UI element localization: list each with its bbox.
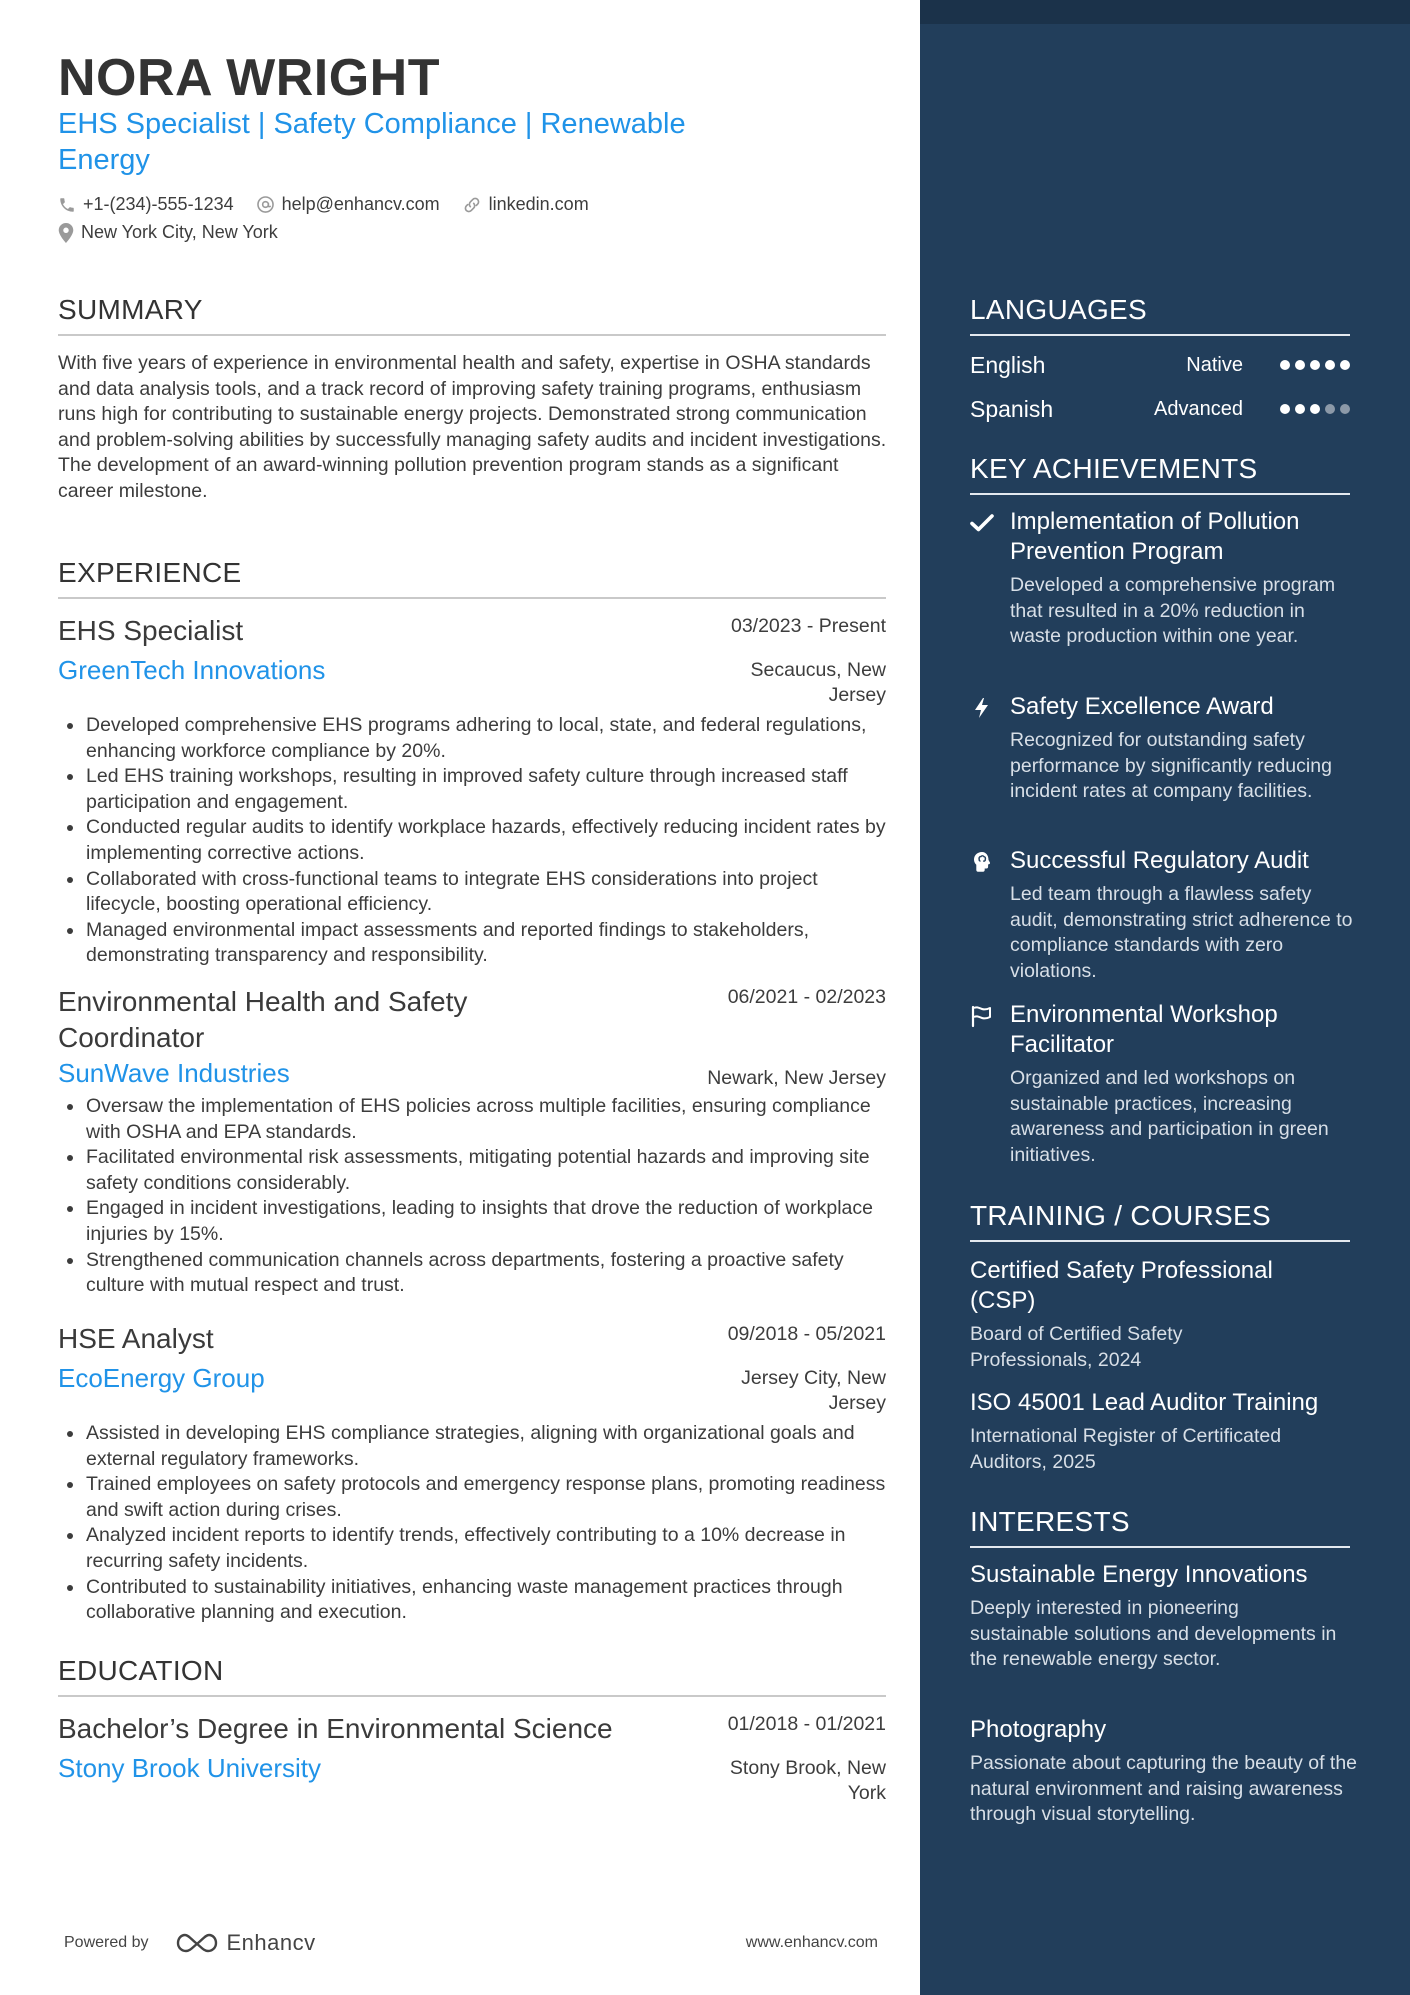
proficiency-dots — [1275, 404, 1350, 414]
achievement-desc: Organized and led workshops on sustainable practices, increasing awareness and participation in green initiatives. — [1010, 1067, 1329, 1166]
dot-filled — [1295, 360, 1305, 370]
training-desc: Board of Certified Safety Professionals, 2024 — [970, 1323, 1183, 1371]
contact-linkedin[interactable] — [462, 194, 589, 215]
contact-location — [58, 222, 278, 243]
education-dates: 01/2018 - 01/2021 — [727, 1713, 886, 1735]
link-icon — [462, 195, 482, 215]
job-dates: 06/2021 - 02/2023 — [727, 986, 886, 1008]
job-company: SunWave Industries — [58, 1058, 290, 1088]
proficiency-dots — [1275, 360, 1350, 370]
bullet-item: Analyzed incident reports to identify trends, effectively contributing to a 10% decrease in recurring safety incidents. — [58, 1523, 886, 1574]
achievement-desc: Developed a comprehensive program that resulted in a 20% reduction in waste production within one year. — [1010, 574, 1336, 648]
language-row — [970, 394, 1350, 424]
dot-empty — [1325, 404, 1335, 414]
sidebar — [920, 0, 1410, 1995]
degree-title: Bachelor’s Degree in Environmental Science — [58, 1713, 613, 1744]
job-entry — [58, 613, 886, 969]
training-title: Certified Safety Professional (CSP) — [970, 1257, 1273, 1314]
bullet-item: Engaged in incident investigations, leading to insights that drove the reduction of workplace injuries by 15%. — [58, 1196, 886, 1247]
achievement-title: Successful Regulatory Audit — [1010, 847, 1309, 874]
job-title: Environmental Health and Safety Coordinator — [58, 986, 468, 1053]
achievement-title: Environmental Workshop Facilitator — [1010, 1001, 1278, 1058]
sidebar-top-bar — [920, 0, 1410, 24]
job-title: EHS Specialist — [58, 615, 244, 646]
training-item — [970, 1388, 1360, 1475]
enhancv-logo-icon — [175, 1931, 221, 1955]
education-heading: EDUCATION — [58, 1655, 886, 1697]
job-location: Jersey City, New Jersey — [741, 1367, 886, 1414]
language-name: English — [970, 351, 1046, 378]
bullet-item: Oversaw the implementation of EHS policies across multiple facilities, ensuring compliance with OSHA and EPA standards. — [58, 1094, 886, 1145]
achievement-item — [970, 1000, 1360, 1168]
achievement-desc: Led team through a flawless safety audit, demonstrating strict adherence to compliance standards with zero violations. — [1010, 883, 1353, 982]
bullet-item: Trained employees on safety protocols and emergency response plans, promoting readiness and swift action during crises. — [58, 1472, 886, 1523]
bullet-item: Managed environmental impact assessments and reported findings to stakeholders, demonstrating transparency and responsibility. — [58, 918, 886, 969]
interest-desc: Deeply interested in pioneering sustainable solutions and developments in the renewable energy sector. — [970, 1597, 1337, 1671]
contact-row-2 — [58, 222, 300, 243]
summary-text: With five years of experience in environmental health and safety, expertise in OSHA standards and data analysis tools, and a track record of improving safety training programs, enthusiasm runs high for contributing to sustainable energy projects. Demonstrated strong communication and problem-solving abilities by successfully managing safety audits and incident investigations. The development of an award-winning pollution prevention program stands as a significant career milestone. — [58, 352, 887, 502]
interest-item — [970, 1715, 1360, 1828]
achievement-title: Implementation of Pollution Prevention Program — [1010, 508, 1300, 565]
dot-filled — [1280, 404, 1290, 414]
bullet-item: Contributed to sustainability initiatives, enhancing waste management practices through collaborative planning and execution. — [58, 1575, 886, 1626]
job-location: Newark, New Jersey — [707, 1067, 886, 1089]
interest-title: Sustainable Energy Innovations — [970, 1561, 1308, 1588]
website-link[interactable]: www.enhancv.com — [745, 1934, 878, 1951]
email-text: help@enhancv.com — [281, 194, 440, 214]
brain-icon — [970, 850, 994, 874]
linkedin-text: linkedin.com — [488, 194, 589, 214]
powered-by — [64, 1930, 316, 1956]
interests-heading: INTERESTS — [970, 1506, 1350, 1548]
language-level: Native — [1186, 353, 1243, 376]
lightning-icon — [970, 696, 994, 720]
achievement-desc: Recognized for outstanding safety performance by significantly reducing incident rates at company facilities. — [1010, 729, 1332, 803]
job-entry — [58, 1321, 886, 1626]
education-entry — [58, 1711, 886, 1804]
job-bullets — [58, 1094, 886, 1299]
bullet-item: Led EHS training workshops, resulting in improved safety culture through increased staff participation and engagement. — [58, 764, 886, 815]
languages-heading: LANGUAGES — [970, 294, 1350, 336]
dot-filled — [1310, 404, 1320, 414]
interest-desc: Passionate about capturing the beauty of the natural environment and raising awareness through visual storytelling. — [970, 1752, 1358, 1826]
brand-name: Enhancv — [226, 1930, 316, 1955]
interest-title: Photography — [970, 1716, 1107, 1743]
contact-phone — [58, 194, 234, 215]
job-dates: 03/2023 - Present — [730, 615, 886, 637]
job-company: GreenTech Innovations — [58, 655, 326, 685]
bullet-item: Developed comprehensive EHS programs adhering to local, state, and federal regulations, enhancing workforce compliance by 20%. — [58, 713, 886, 764]
summary-heading: SUMMARY — [58, 294, 886, 336]
interest-item — [970, 1560, 1360, 1673]
training-desc: International Register of Certificated Auditors, 2025 — [970, 1425, 1282, 1473]
bullet-item: Conducted regular audits to identify workplace hazards, effectively reducing incident rates by implementing corrective actions. — [58, 815, 886, 866]
job-dates: 09/2018 - 05/2021 — [727, 1323, 886, 1345]
enhancv-logo[interactable] — [175, 1930, 316, 1956]
job-company: EcoEnergy Group — [58, 1363, 265, 1393]
check-icon — [970, 511, 994, 535]
dot-filled — [1325, 360, 1335, 370]
dot-empty — [1340, 404, 1350, 414]
bullet-item: Facilitated environmental risk assessments, mitigating potential hazards and improving site safety conditions considerably. — [58, 1145, 886, 1196]
language-name: Spanish — [970, 395, 1054, 422]
bullet-item: Strengthened communication channels across departments, fostering a proactive safety culture with mutual respect and trust. — [58, 1248, 886, 1299]
training-heading: TRAINING / COURSES — [970, 1200, 1350, 1242]
job-location: Secaucus, New Jersey — [750, 659, 886, 706]
footer — [64, 1928, 878, 1958]
language-row — [970, 350, 1350, 380]
job-bullets — [58, 1421, 886, 1626]
bullet-item: Assisted in developing EHS compliance strategies, aligning with organizational goals and external regulatory frameworks. — [58, 1421, 886, 1472]
education-location: Stony Brook, New York — [729, 1757, 886, 1804]
powered-by-label: Powered by — [64, 1934, 149, 1951]
achievement-item — [970, 846, 1360, 984]
job-bullets — [58, 713, 886, 969]
achievement-item — [970, 507, 1360, 650]
achievements-heading: KEY ACHIEVEMENTS — [970, 453, 1350, 495]
contact-email[interactable] — [256, 194, 440, 215]
at-icon — [256, 195, 275, 214]
training-item — [970, 1256, 1360, 1373]
phone-text: +1-(234)-555-1234 — [83, 194, 234, 214]
candidate-name: NORA WRIGHT — [58, 49, 440, 107]
dot-filled — [1280, 360, 1290, 370]
job-entry — [58, 984, 886, 1299]
achievement-item — [970, 692, 1360, 805]
phone-icon — [58, 196, 76, 214]
contact-row — [58, 194, 611, 215]
language-level: Advanced — [1154, 397, 1243, 420]
dot-filled — [1340, 360, 1350, 370]
location-text: New York City, New York — [81, 222, 278, 242]
dot-filled — [1295, 404, 1305, 414]
dot-filled — [1310, 360, 1320, 370]
achievement-title: Safety Excellence Award — [1010, 693, 1274, 720]
experience-heading: EXPERIENCE — [58, 557, 886, 599]
bullet-item: Collaborated with cross-functional teams to integrate EHS considerations into project lifecycle, boosting operational efficiency. — [58, 867, 886, 918]
flag-icon — [970, 1004, 994, 1028]
headline: EHS Specialist | Safety Compliance | Renewable Energy — [58, 108, 686, 176]
school-name: Stony Brook University — [58, 1753, 321, 1783]
training-title: ISO 45001 Lead Auditor Training — [970, 1389, 1319, 1416]
job-title: HSE Analyst — [58, 1323, 214, 1354]
location-pin-icon — [58, 223, 74, 243]
